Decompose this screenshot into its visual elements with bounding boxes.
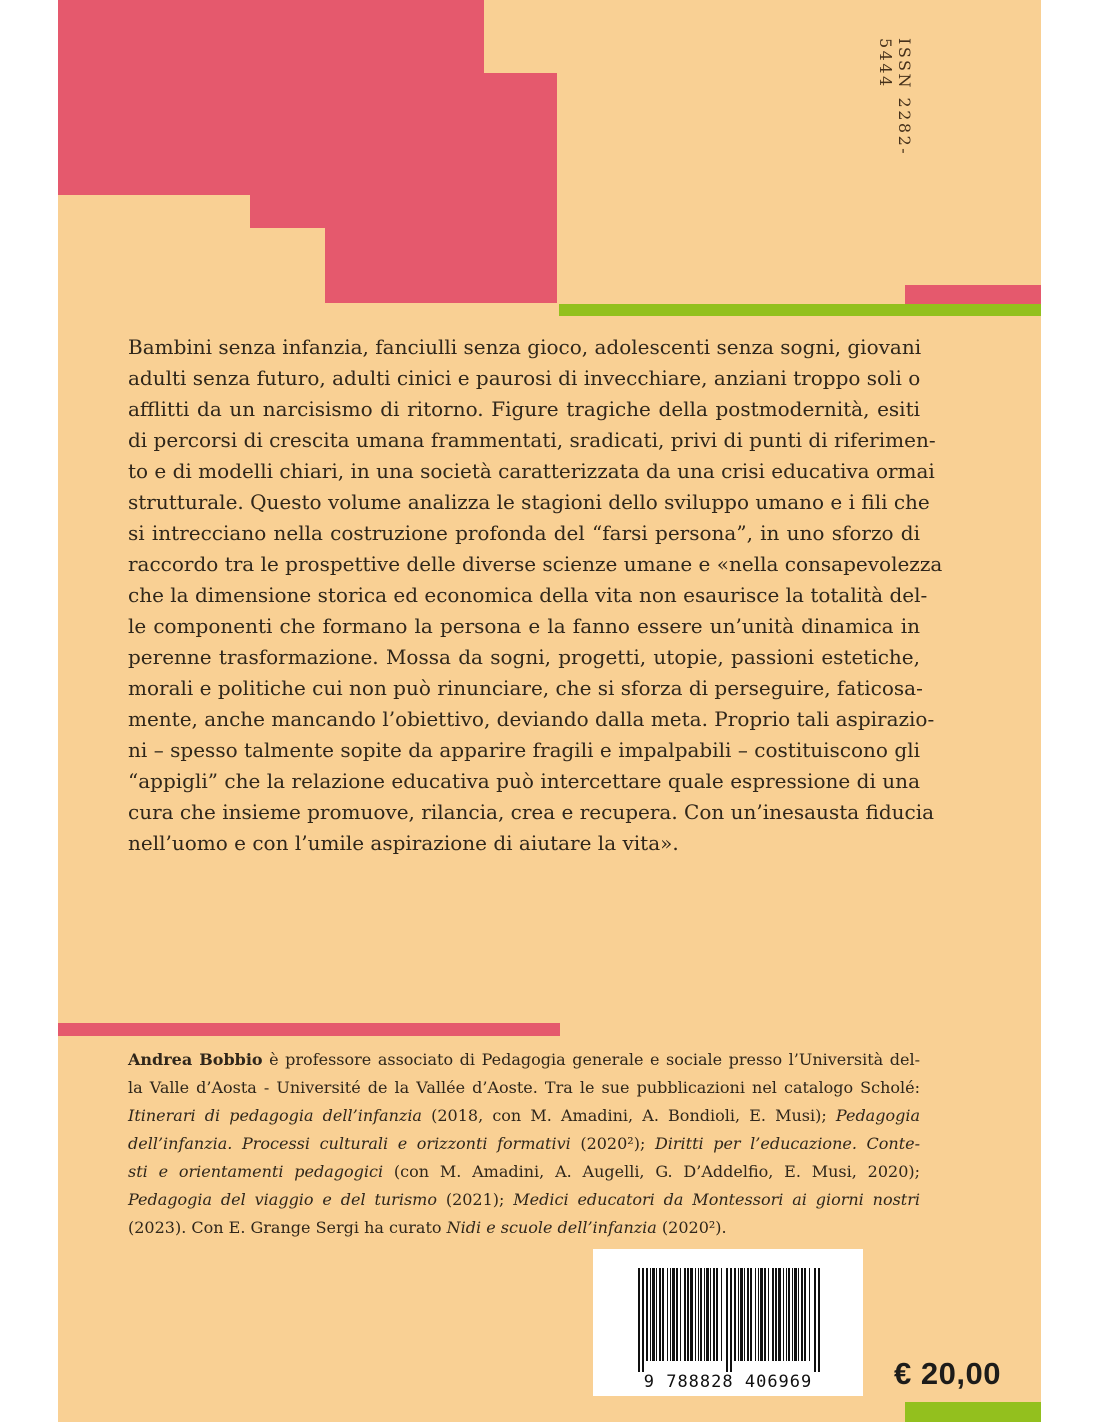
barcode-bar <box>738 1268 739 1361</box>
barcode-bar <box>698 1268 699 1361</box>
barcode-bar <box>659 1268 661 1361</box>
barcode-bar <box>704 1268 705 1361</box>
barcode-bar <box>642 1268 644 1372</box>
barcode-bar <box>818 1268 820 1372</box>
barcode-bar <box>650 1268 651 1361</box>
barcode-bar <box>734 1268 736 1361</box>
bio-text-segment: Pedagogia <box>835 1106 920 1125</box>
barcode-bar <box>788 1268 790 1361</box>
barcode-bar <box>801 1268 803 1361</box>
synopsis-line: perenne trasformazione. Mossa da sogni, progetti, utopie, passioni estetiche, <box>128 645 920 669</box>
barcode-bar <box>798 1268 799 1361</box>
barcode-bar <box>772 1268 774 1361</box>
bio-text-segment: la Valle d’Aosta - Université de la Vallée d’Aoste. Tra le sue pubblicazioni nel catalogo Scholé: <box>128 1078 920 1097</box>
barcode-bar <box>783 1268 784 1361</box>
synopsis-line: che la dimensione storica ed economica della vita non esaurisce la totalità del- <box>128 583 928 607</box>
barcode-bar <box>758 1268 759 1361</box>
synopsis-line: morali e politiche cui non può rinunciare, che si sforza di perseguire, faticosa- <box>128 676 923 700</box>
synopsis-line: to e di modelli chiari, in una società caratterizzata da una crisi educativa ormai <box>128 459 935 483</box>
bio-text-segment: dell’infanzia. Processi culturali e orizzonti formativi <box>128 1134 571 1153</box>
synopsis-line: si intrecciano nella costruzione profonda del “farsi persona”, in uno sforzo di <box>128 521 920 545</box>
bio-line <box>128 1074 920 1102</box>
bio-text-segment: Medici educatori da Montessori ai giorni nostri <box>513 1190 921 1209</box>
barcode-bar <box>778 1268 781 1361</box>
barcode-bar <box>786 1268 787 1361</box>
author-bio <box>128 1046 920 1242</box>
barcode-bar <box>670 1268 671 1361</box>
barcode-bar <box>809 1268 810 1361</box>
bio-text-segment: Itinerari di pedagogia dell’infanzia <box>128 1106 422 1125</box>
barcode-bar <box>662 1268 664 1361</box>
synopsis-paragraph <box>128 332 943 859</box>
barcode-bar <box>814 1268 816 1372</box>
barcode-bars <box>638 1268 820 1372</box>
accent-bar-bottom-green <box>905 1402 1041 1422</box>
barcode-bar <box>721 1268 722 1361</box>
bio-text-segment: (2020²). <box>656 1218 727 1237</box>
barcode <box>593 1249 863 1396</box>
bio-text-segment: (con M. Amadini, A. Augelli, G. D’Addelfio, E. Musi, 2020); <box>383 1162 921 1181</box>
issn-label: ISSN 2282-5444 <box>876 38 914 157</box>
barcode-bar <box>680 1268 681 1361</box>
barcode-bar <box>690 1268 693 1361</box>
barcode-bar <box>730 1268 732 1372</box>
barcode-bar <box>638 1268 640 1372</box>
barcode-bar <box>695 1268 696 1361</box>
synopsis-line: afflitti da un narcisismo di ritorno. Figure tragiche della postmodernità, esiti <box>128 397 920 421</box>
bio-text-segment: (2023). Con E. Grange Sergi ha curato <box>128 1218 447 1237</box>
barcode-bar <box>764 1268 766 1361</box>
synopsis-line: Bambini senza infanzia, fanciulli senza gioco, adolescenti senza sogni, giovani <box>128 335 922 359</box>
barcode-bar <box>755 1268 756 1361</box>
barcode-bar <box>760 1268 763 1361</box>
synopsis-line: cura che insieme promuove, rilancia, crea e recupera. Con un’inesausta fiducia <box>128 800 935 824</box>
barcode-bar <box>750 1268 752 1361</box>
barcode-bar <box>794 1268 797 1361</box>
bio-line <box>128 1158 920 1186</box>
bio-line <box>128 1102 920 1130</box>
synopsis-line: di percorsi di crescita umana frammentati, sradicati, privi di punti di riferimen- <box>128 428 936 452</box>
synopsis-line: le componenti che formano la persona e la fanno essere un’unità dinamica in <box>128 614 920 638</box>
barcode-bar <box>706 1268 709 1361</box>
synopsis-line: mente, anche mancando l’obiettivo, deviando dalla meta. Proprio tali aspirazio- <box>128 707 935 731</box>
barcode-bar <box>646 1268 648 1361</box>
barcode-bar <box>710 1268 711 1361</box>
barcode-bar <box>726 1268 728 1372</box>
accent-bar-divider-pink <box>58 1023 560 1036</box>
barcode-bar <box>713 1268 715 1361</box>
bio-text-segment: è professore associato di Pedagogia generale e sociale presso l’Università del- <box>262 1050 920 1069</box>
pink-shape-block <box>250 73 557 228</box>
barcode-bar <box>740 1268 743 1361</box>
bio-text-segment: Pedagogia del viaggio e del turismo <box>128 1190 437 1209</box>
bio-text-segment: (2020²); <box>570 1134 655 1153</box>
price-label: € 20,00 <box>894 1356 1001 1391</box>
barcode-number: 9 788828 406969 <box>643 1372 813 1392</box>
pink-shape-block <box>325 228 557 303</box>
barcode-bar <box>744 1268 745 1361</box>
barcode-bar <box>667 1268 668 1361</box>
barcode-bar <box>656 1268 657 1361</box>
barcode-bar <box>775 1268 777 1361</box>
bio-line <box>128 1046 920 1074</box>
barcode-bar <box>792 1268 793 1361</box>
synopsis-line: nell’uomo e con l’umile aspirazione di aiutare la vita». <box>128 831 679 855</box>
barcode-bar <box>804 1268 806 1361</box>
bio-text-segment: Diritti per l’educazione. Conte- <box>654 1134 921 1153</box>
barcode-bar <box>747 1268 749 1361</box>
barcode-bar <box>652 1268 655 1361</box>
barcode-bar <box>684 1268 686 1361</box>
bio-text-segment: Andrea Bobbio <box>128 1050 263 1069</box>
synopsis-line: “appigli” che la relazione educativa può intercettare quale espressione di una <box>128 769 920 793</box>
accent-bar-top-green <box>559 304 1041 316</box>
bio-line <box>128 1130 920 1158</box>
accent-bar-top-pink <box>905 285 1041 304</box>
synopsis-line: strutturale. Questo volume analizza le stagioni dello sviluppo umano e i fili che <box>128 490 930 514</box>
barcode-bar <box>687 1268 689 1361</box>
barcode-bar <box>672 1268 675 1361</box>
barcode-bar <box>716 1268 718 1361</box>
bio-line <box>128 1186 920 1214</box>
barcode-bar <box>768 1268 769 1361</box>
synopsis-line: ni – spesso talmente sopite da apparire fragili e impalpabili – costituiscono gli <box>128 738 920 762</box>
synopsis-line: raccordo tra le prospettive delle diverse scienze umane e «nella consapevolezza <box>128 552 943 576</box>
bio-text-segment: (2018, con M. Amadini, A. Bondioli, E. Musi); <box>421 1106 836 1125</box>
barcode-bar <box>676 1268 678 1361</box>
bio-text-segment: Nidi e scuole dell’infanzia <box>446 1218 657 1237</box>
synopsis-line: adulti senza futuro, adulti cinici e paurosi di invecchiare, anziani troppo soli o <box>128 366 921 390</box>
barcode-bar <box>700 1268 702 1361</box>
bio-line <box>128 1214 920 1242</box>
bio-text-segment: (2021); <box>436 1190 514 1209</box>
bio-text-segment: sti e orientamenti pedagogici <box>128 1162 384 1181</box>
